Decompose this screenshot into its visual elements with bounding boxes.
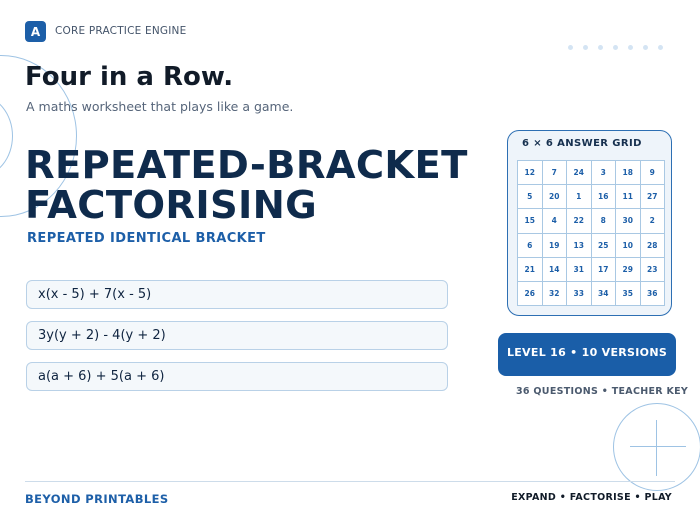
answer-grid-cell: 25 <box>592 234 617 258</box>
question-card-1: x(x - 5) + 7(x - 5) <box>26 280 448 309</box>
page-subtitle: A maths worksheet that plays like a game. <box>26 99 294 114</box>
answer-grid-cell: 10 <box>616 234 641 258</box>
answer-grid <box>517 160 665 306</box>
answer-grid-cell: 29 <box>616 258 641 282</box>
brand-logo-badge: A <box>25 21 46 42</box>
answer-grid-cell: 16 <box>592 185 617 209</box>
answer-grid-cell: 36 <box>641 282 666 306</box>
question-card-2: 3y(y + 2) - 4(y + 2) <box>26 321 448 350</box>
topic-subheading: REPEATED IDENTICAL BRACKET <box>27 231 266 246</box>
decorative-plus-circle-icon <box>613 403 700 491</box>
answer-grid-cell: 19 <box>543 234 568 258</box>
footer-tagline: EXPAND • FACTORISE • PLAY <box>511 492 672 503</box>
topic-heading-line-2: FACTORISING <box>25 183 318 228</box>
answer-grid-cell: 24 <box>567 161 592 185</box>
answer-grid-cell: 30 <box>616 209 641 233</box>
answer-grid-cell: 21 <box>518 258 543 282</box>
answer-grid-cell: 22 <box>567 209 592 233</box>
decorative-dots <box>568 45 663 50</box>
answer-grid-cell: 6 <box>518 234 543 258</box>
answer-grid-cell: 32 <box>543 282 568 306</box>
answer-grid-card <box>507 130 672 316</box>
answer-grid-cell: 3 <box>592 161 617 185</box>
answer-grid-cell: 33 <box>567 282 592 306</box>
answer-grid-cell: 20 <box>543 185 568 209</box>
brand-name: CORE PRACTICE ENGINE <box>55 25 187 37</box>
footer-brand: BEYOND PRINTABLES <box>25 492 169 506</box>
level-button[interactable]: LEVEL 16 • 10 VERSIONS <box>498 333 676 376</box>
answer-grid-cell: 34 <box>592 282 617 306</box>
answer-grid-title: 6 × 6 ANSWER GRID <box>522 138 642 149</box>
level-note: 36 QUESTIONS • TEACHER KEY <box>516 386 689 397</box>
footer-divider <box>25 481 675 482</box>
answer-grid-cell: 2 <box>641 209 666 233</box>
page-title: Four in a Row. <box>25 62 234 92</box>
answer-grid-cell: 35 <box>616 282 641 306</box>
question-card-3: a(a + 6) + 5(a + 6) <box>26 362 448 391</box>
answer-grid-cell: 13 <box>567 234 592 258</box>
answer-grid-cell: 4 <box>543 209 568 233</box>
answer-grid-cell: 15 <box>518 209 543 233</box>
answer-grid-cell: 9 <box>641 161 666 185</box>
answer-grid-cell: 7 <box>543 161 568 185</box>
answer-grid-cell: 5 <box>518 185 543 209</box>
answer-grid-cell: 28 <box>641 234 666 258</box>
answer-grid-cell: 17 <box>592 258 617 282</box>
answer-grid-cell: 11 <box>616 185 641 209</box>
answer-grid-cell: 14 <box>543 258 568 282</box>
answer-grid-cell: 8 <box>592 209 617 233</box>
topic-heading <box>25 143 468 228</box>
answer-grid-cell: 26 <box>518 282 543 306</box>
topic-heading-line-1: REPEATED-BRACKET <box>25 143 468 188</box>
answer-grid-cell: 18 <box>616 161 641 185</box>
answer-grid-cell: 31 <box>567 258 592 282</box>
answer-grid-cell: 12 <box>518 161 543 185</box>
answer-grid-cell: 1 <box>567 185 592 209</box>
answer-grid-cell: 27 <box>641 185 666 209</box>
answer-grid-cell: 23 <box>641 258 666 282</box>
